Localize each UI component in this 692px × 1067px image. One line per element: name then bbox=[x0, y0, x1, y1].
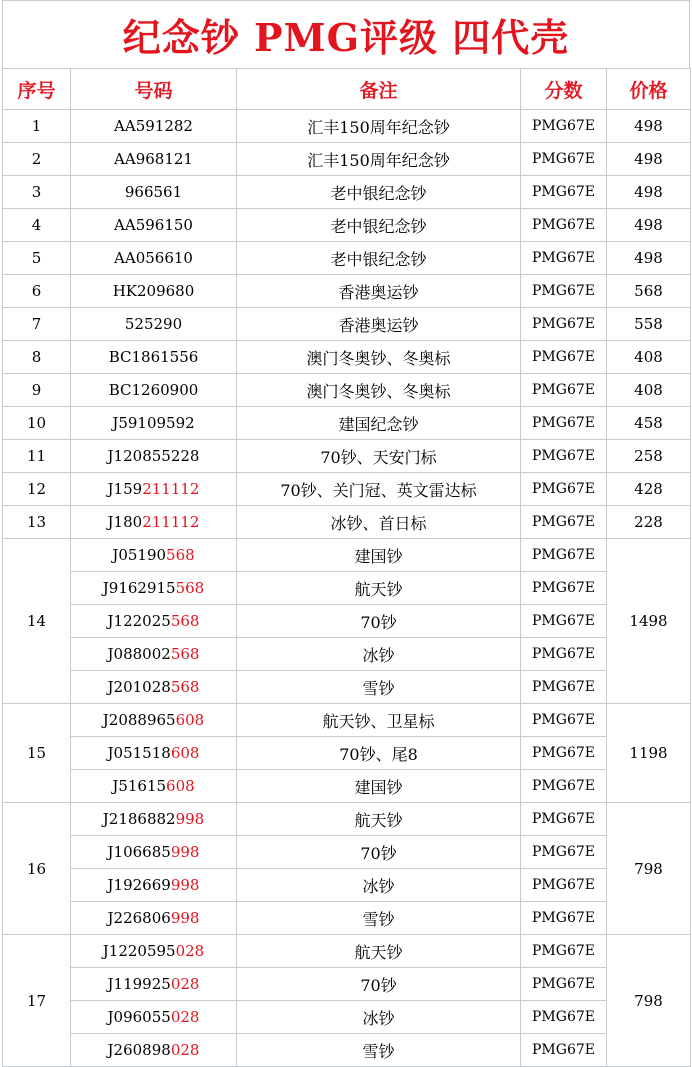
serial-highlight-digits: 028 bbox=[170, 1041, 200, 1059]
serial-prefix: J051518 bbox=[107, 744, 171, 762]
table-row bbox=[3, 440, 691, 473]
row-index: 12 bbox=[3, 473, 71, 506]
serial-highlight-digits: 028 bbox=[175, 942, 205, 960]
serial-highlight-digits: 211112 bbox=[142, 480, 200, 498]
serial-highlight-digits: 028 bbox=[170, 975, 200, 993]
grade-cell: PMG67E bbox=[521, 473, 607, 506]
remark-cell: 航天钞 bbox=[237, 572, 521, 605]
serial-number-cell bbox=[71, 968, 237, 1001]
remark-cell: 航天钞 bbox=[237, 935, 521, 968]
table-row bbox=[3, 803, 691, 836]
serial-prefix: J106685 bbox=[107, 843, 171, 861]
serial-highlight-digits: 998 bbox=[170, 909, 200, 927]
grade-cell: PMG67E bbox=[521, 209, 607, 242]
header-price: 价格 bbox=[607, 69, 691, 110]
remark-cell: 70钞 bbox=[237, 605, 521, 638]
serial-number-cell: AA596150 bbox=[71, 209, 237, 242]
row-index: 3 bbox=[3, 176, 71, 209]
grade-cell: PMG67E bbox=[521, 1034, 607, 1067]
price-cell: 498 bbox=[607, 110, 691, 143]
grade-cell: PMG67E bbox=[521, 407, 607, 440]
price-cell: 498 bbox=[607, 242, 691, 275]
serial-prefix: J096055 bbox=[107, 1008, 171, 1026]
table-row bbox=[3, 341, 691, 374]
price-cell: 408 bbox=[607, 374, 691, 407]
table-row bbox=[3, 737, 691, 770]
serial-highlight-digits: 998 bbox=[170, 876, 200, 894]
table-row bbox=[3, 176, 691, 209]
table-row bbox=[3, 572, 691, 605]
price-cell: 408 bbox=[607, 341, 691, 374]
table-row bbox=[3, 209, 691, 242]
serial-number-cell: HK209680 bbox=[71, 275, 237, 308]
serial-number-cell: AA968121 bbox=[71, 143, 237, 176]
table-row bbox=[3, 308, 691, 341]
serial-number-cell bbox=[71, 506, 237, 539]
serial-prefix: J122025 bbox=[107, 612, 171, 630]
serial-number-cell bbox=[71, 869, 237, 902]
serial-number-cell: J120855228 bbox=[71, 440, 237, 473]
serial-number-cell bbox=[71, 473, 237, 506]
serial-highlight-digits: 608 bbox=[166, 777, 195, 795]
price-cell: 1498 bbox=[607, 539, 691, 704]
price-cell: 458 bbox=[607, 407, 691, 440]
remark-cell: 澳门冬奥钞、冬奥标 bbox=[237, 374, 521, 407]
header-serial-number: 号码 bbox=[71, 69, 237, 110]
price-cell: 558 bbox=[607, 308, 691, 341]
serial-highlight-digits: 568 bbox=[170, 645, 200, 663]
price-cell: 498 bbox=[607, 209, 691, 242]
serial-prefix: J2186882 bbox=[102, 810, 176, 828]
row-index: 6 bbox=[3, 275, 71, 308]
serial-number-cell bbox=[71, 836, 237, 869]
remark-cell: 香港奥运钞 bbox=[237, 308, 521, 341]
serial-prefix: J192669 bbox=[107, 876, 171, 894]
table-row bbox=[3, 836, 691, 869]
serial-highlight-digits: 998 bbox=[175, 810, 205, 828]
grade-cell: PMG67E bbox=[521, 605, 607, 638]
remark-cell: 雪钞 bbox=[237, 1034, 521, 1067]
grade-cell: PMG67E bbox=[521, 902, 607, 935]
remark-cell: 建国钞 bbox=[237, 539, 521, 572]
grade-cell: PMG67E bbox=[521, 968, 607, 1001]
serial-number-cell bbox=[71, 1034, 237, 1067]
grade-cell: PMG67E bbox=[521, 440, 607, 473]
serial-highlight-digits: 211112 bbox=[142, 513, 200, 531]
serial-number-cell: 966561 bbox=[71, 176, 237, 209]
remark-cell: 澳门冬奥钞、冬奥标 bbox=[237, 341, 521, 374]
grade-cell: PMG67E bbox=[521, 572, 607, 605]
table-row bbox=[3, 671, 691, 704]
row-index: 5 bbox=[3, 242, 71, 275]
row-index: 14 bbox=[3, 539, 71, 704]
grade-cell: PMG67E bbox=[521, 506, 607, 539]
price-table bbox=[2, 68, 691, 1067]
grade-cell: PMG67E bbox=[521, 275, 607, 308]
remark-cell: 老中银纪念钞 bbox=[237, 176, 521, 209]
serial-number-cell: J59109592 bbox=[71, 407, 237, 440]
serial-prefix: J180 bbox=[107, 513, 143, 531]
table-row bbox=[3, 539, 691, 572]
table-row bbox=[3, 374, 691, 407]
grade-cell: PMG67E bbox=[521, 143, 607, 176]
serial-highlight-digits: 568 bbox=[170, 678, 200, 696]
price-cell: 798 bbox=[607, 803, 691, 935]
serial-highlight-digits: 998 bbox=[170, 843, 200, 861]
table-row bbox=[3, 869, 691, 902]
serial-prefix: J201028 bbox=[107, 678, 171, 696]
serial-highlight-digits: 608 bbox=[170, 744, 200, 762]
remark-cell: 建国钞 bbox=[237, 770, 521, 803]
grade-cell: PMG67E bbox=[521, 1001, 607, 1034]
grade-cell: PMG67E bbox=[521, 671, 607, 704]
serial-number-cell: BC1861556 bbox=[71, 341, 237, 374]
serial-number-cell bbox=[71, 572, 237, 605]
remark-cell: 70钞、关门冠、英文雷达标 bbox=[237, 473, 521, 506]
grade-cell: PMG67E bbox=[521, 374, 607, 407]
serial-number-cell bbox=[71, 704, 237, 737]
table-row bbox=[3, 275, 691, 308]
row-index: 10 bbox=[3, 407, 71, 440]
price-cell: 798 bbox=[607, 935, 691, 1067]
table-row bbox=[3, 1034, 691, 1067]
serial-number-cell: AA056610 bbox=[71, 242, 237, 275]
table-row bbox=[3, 935, 691, 968]
serial-prefix: J226806 bbox=[107, 909, 171, 927]
serial-prefix: J51615 bbox=[112, 777, 167, 795]
row-index: 1 bbox=[3, 110, 71, 143]
serial-highlight-digits: 568 bbox=[166, 546, 195, 564]
remark-cell: 老中银纪念钞 bbox=[237, 242, 521, 275]
row-index: 8 bbox=[3, 341, 71, 374]
remark-cell: 冰钞 bbox=[237, 1001, 521, 1034]
grade-cell: PMG67E bbox=[521, 539, 607, 572]
serial-prefix: J159 bbox=[107, 480, 143, 498]
remark-cell: 雪钞 bbox=[237, 671, 521, 704]
serial-highlight-digits: 608 bbox=[175, 711, 205, 729]
table-row bbox=[3, 638, 691, 671]
row-index: 17 bbox=[3, 935, 71, 1067]
row-index: 2 bbox=[3, 143, 71, 176]
grade-cell: PMG67E bbox=[521, 869, 607, 902]
serial-prefix: J1220595 bbox=[102, 942, 176, 960]
price-cell: 1198 bbox=[607, 704, 691, 803]
serial-number-cell bbox=[71, 671, 237, 704]
header-row bbox=[3, 69, 691, 110]
serial-number-cell bbox=[71, 902, 237, 935]
remark-cell: 航天钞、卫星标 bbox=[237, 704, 521, 737]
table-row bbox=[3, 110, 691, 143]
grade-cell: PMG67E bbox=[521, 836, 607, 869]
serial-number-cell bbox=[71, 638, 237, 671]
price-cell: 228 bbox=[607, 506, 691, 539]
serial-number-cell bbox=[71, 770, 237, 803]
serial-highlight-digits: 028 bbox=[170, 1008, 200, 1026]
row-index: 13 bbox=[3, 506, 71, 539]
table-row bbox=[3, 143, 691, 176]
serial-number-cell: AA591282 bbox=[71, 110, 237, 143]
header-remark: 备注 bbox=[237, 69, 521, 110]
remark-cell: 70钞 bbox=[237, 968, 521, 1001]
grade-cell: PMG67E bbox=[521, 110, 607, 143]
serial-number-cell bbox=[71, 803, 237, 836]
price-sheet bbox=[2, 0, 690, 1067]
serial-highlight-digits: 568 bbox=[170, 612, 200, 630]
grade-cell: PMG67E bbox=[521, 242, 607, 275]
serial-prefix: J9162915 bbox=[102, 579, 176, 597]
price-cell: 568 bbox=[607, 275, 691, 308]
row-index: 7 bbox=[3, 308, 71, 341]
grade-cell: PMG67E bbox=[521, 638, 607, 671]
serial-prefix: J088002 bbox=[107, 645, 171, 663]
remark-cell: 70钞 bbox=[237, 836, 521, 869]
price-cell: 258 bbox=[607, 440, 691, 473]
price-cell: 428 bbox=[607, 473, 691, 506]
grade-cell: PMG67E bbox=[521, 704, 607, 737]
row-index: 4 bbox=[3, 209, 71, 242]
table-row bbox=[3, 473, 691, 506]
remark-cell: 冰钞、首日标 bbox=[237, 506, 521, 539]
table-row bbox=[3, 704, 691, 737]
table-body bbox=[3, 110, 691, 1067]
table-row bbox=[3, 506, 691, 539]
remark-cell: 汇丰150周年纪念钞 bbox=[237, 143, 521, 176]
serial-number-cell bbox=[71, 737, 237, 770]
row-index: 16 bbox=[3, 803, 71, 935]
table-row bbox=[3, 968, 691, 1001]
table-row bbox=[3, 902, 691, 935]
header-index: 序号 bbox=[3, 69, 71, 110]
serial-number-cell: BC1260900 bbox=[71, 374, 237, 407]
serial-number-cell bbox=[71, 539, 237, 572]
remark-cell: 航天钞 bbox=[237, 803, 521, 836]
remark-cell: 建国纪念钞 bbox=[237, 407, 521, 440]
grade-cell: PMG67E bbox=[521, 176, 607, 209]
row-index: 11 bbox=[3, 440, 71, 473]
row-index: 15 bbox=[3, 704, 71, 803]
grade-cell: PMG67E bbox=[521, 341, 607, 374]
table-row bbox=[3, 242, 691, 275]
grade-cell: PMG67E bbox=[521, 803, 607, 836]
price-cell: 498 bbox=[607, 176, 691, 209]
sheet-title: 纪念钞 PMG评级 四代壳 bbox=[2, 0, 690, 68]
serial-number-cell bbox=[71, 1001, 237, 1034]
serial-highlight-digits: 568 bbox=[175, 579, 205, 597]
serial-prefix: J260898 bbox=[107, 1041, 171, 1059]
header-grade: 分数 bbox=[521, 69, 607, 110]
grade-cell: PMG67E bbox=[521, 770, 607, 803]
table-row bbox=[3, 605, 691, 638]
remark-cell: 老中银纪念钞 bbox=[237, 209, 521, 242]
remark-cell: 70钞、天安门标 bbox=[237, 440, 521, 473]
serial-number-cell bbox=[71, 605, 237, 638]
serial-prefix: J119925 bbox=[107, 975, 171, 993]
remark-cell: 冰钞 bbox=[237, 638, 521, 671]
remark-cell: 冰钞 bbox=[237, 869, 521, 902]
table-row bbox=[3, 407, 691, 440]
row-index: 9 bbox=[3, 374, 71, 407]
remark-cell: 香港奥运钞 bbox=[237, 275, 521, 308]
table-row bbox=[3, 770, 691, 803]
remark-cell: 汇丰150周年纪念钞 bbox=[237, 110, 521, 143]
serial-prefix: J05190 bbox=[112, 546, 167, 564]
remark-cell: 70钞、尾8 bbox=[237, 737, 521, 770]
remark-cell: 雪钞 bbox=[237, 902, 521, 935]
grade-cell: PMG67E bbox=[521, 737, 607, 770]
grade-cell: PMG67E bbox=[521, 308, 607, 341]
serial-number-cell bbox=[71, 935, 237, 968]
price-cell: 498 bbox=[607, 143, 691, 176]
serial-prefix: J2088965 bbox=[102, 711, 176, 729]
table-row bbox=[3, 1001, 691, 1034]
grade-cell: PMG67E bbox=[521, 935, 607, 968]
serial-number-cell: 525290 bbox=[71, 308, 237, 341]
